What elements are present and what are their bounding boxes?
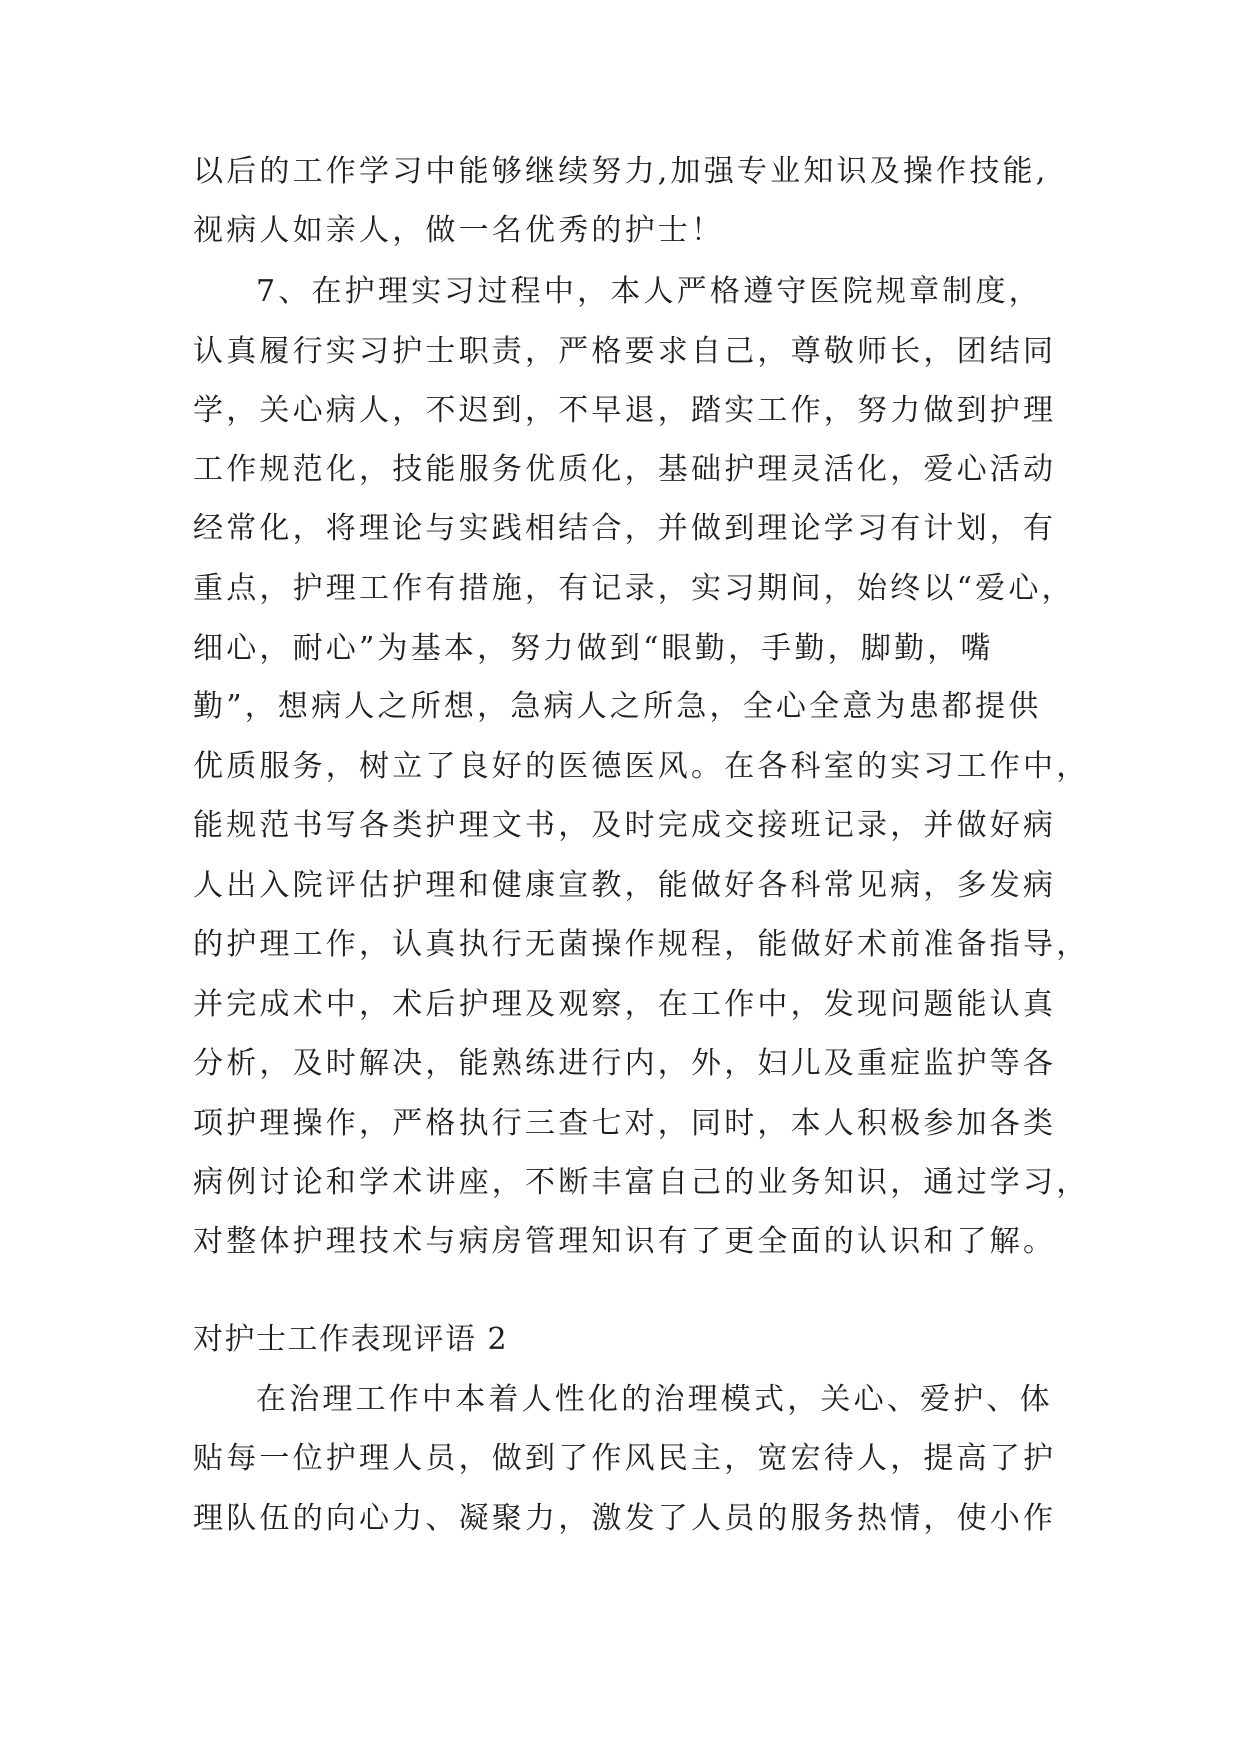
paragraph-line: 并完成术中，术后护理及观察，在工作中，发现问题能认真 <box>193 987 1057 1022</box>
paragraph-line: 分析，及时解决，能熟练进行内，外，妇儿及重症监护等各 <box>193 1046 1057 1081</box>
paragraph-line: 人出入院评估护理和健康宣教，能做好各科常见病，多发病 <box>193 868 1057 903</box>
paragraph-first-line: 7、在护理实习过程中，本人严格遵守医院规章制度， <box>256 274 1042 309</box>
paragraph-line: 工作规范化，技能服务优质化，基础护理灵活化，爱心活动 <box>193 452 1057 487</box>
paragraph-line: 视病人如亲人，做一名优秀的护士！ <box>193 213 725 248</box>
paragraph-line: 的护理工作，认真执行无菌操作规程，能做好术前准备指导， <box>193 927 1090 962</box>
paragraph-first-line: 在治理工作中本着人性化的治理模式，关心、爱护、体 <box>256 1382 1053 1417</box>
section-heading: 对护士工作表现评语 2 <box>193 1322 509 1357</box>
paragraph-line: 贴每一位护理人员，做到了作风民主，宽宏待人，提高了护 <box>193 1441 1057 1476</box>
paragraph-line: 认真履行实习护士职责，严格要求自己，尊敬师长，团结同 <box>193 334 1057 369</box>
paragraph-line: 理队伍的向心力、凝聚力，激发了人员的服务热情，使小作 <box>193 1501 1057 1536</box>
paragraph-line: 病例讨论和学术讲座，不断丰富自己的业务知识，通过学习， <box>193 1165 1090 1200</box>
paragraph-line: 项护理操作，严格执行三查七对，同时，本人积极参加各类 <box>193 1106 1057 1141</box>
paragraph-line: 细心，耐心”为基本，努力做到“眼勤，手勤，脚勤，嘴 <box>193 631 994 666</box>
paragraph-line: 经常化，将理论与实践相结合，并做到理论学习有计划，有 <box>193 511 1057 546</box>
paragraph-line: 勤”，想病人之所想，急病人之所急，全心全意为患都提供 <box>193 689 1042 724</box>
paragraph-line: 学，关心病人，不迟到，不早退，踏实工作，努力做到护理 <box>193 393 1057 428</box>
paragraph-line: 能规范书写各类护理文书，及时完成交接班记录，并做好病 <box>193 808 1057 843</box>
paragraph-line: 重点，护理工作有措施，有记录，实习期间，始终以“爱心， <box>193 571 1075 606</box>
paragraph-line: 以后的工作学习中能够继续努力,加强专业知识及操作技能, <box>193 154 1049 189</box>
paragraph-line: 对整体护理技术与病房管理知识有了更全面的认识和了解。 <box>193 1224 1057 1259</box>
paragraph-line: 优质服务，树立了良好的医德医风。在各科室的实习工作中， <box>193 749 1090 784</box>
